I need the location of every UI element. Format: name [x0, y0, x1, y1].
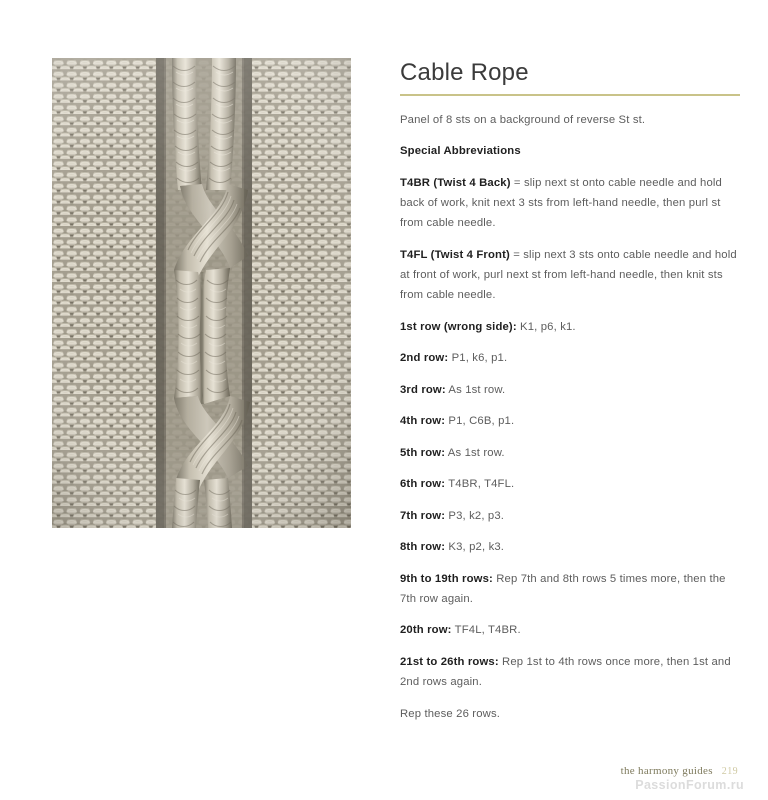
row-text: T4BR, T4FL. — [445, 478, 515, 491]
swatch-illustration — [52, 58, 351, 528]
row-text: Rep 1st to 4th rows once more, then 1st and 2nd rows again. — [400, 655, 735, 689]
row-instruction — [400, 620, 740, 640]
special-abbreviations-heading: Special Abbreviations — [400, 145, 521, 158]
abbreviation-t4fl — [400, 245, 740, 306]
abbreviation-t4br — [400, 173, 740, 234]
row-label: 21st to 26th rows: — [400, 655, 499, 668]
abbreviation-t4fl-definition: = slip next 3 sts onto cable needle and hold at front of work, purl next st from left-hand needle, then knit sts from cable needle. — [400, 248, 741, 302]
row-label: 3rd row: — [400, 383, 446, 396]
row-instruction — [400, 348, 740, 368]
row-text: Rep 7th and 8th rows 5 times more, then the 7th row again. — [400, 572, 729, 605]
row-instruction — [400, 380, 740, 400]
row-text: P1, C6B, p1. — [445, 415, 515, 428]
row-instruction — [400, 443, 740, 463]
row-instruction — [400, 317, 740, 337]
row-instruction — [400, 411, 740, 431]
intro-text: Panel of 8 sts on a background of reverse St st. — [400, 113, 646, 126]
row-text: As 1st row. — [445, 383, 506, 396]
row-label: 4th row: — [400, 415, 446, 428]
abbreviation-t4br-term: T4BR (Twist 4 Back) — [400, 176, 511, 189]
row-text: As 1st row. — [445, 446, 505, 459]
page-title: Cable Rope — [400, 59, 529, 86]
row-instruction — [400, 569, 740, 609]
row-label: 7th row: — [400, 509, 446, 522]
row-text: TF4L, T4BR. — [451, 624, 521, 637]
row-text: P3, k2, p3. — [445, 509, 505, 522]
row-label: 2nd row: — [400, 352, 449, 365]
row-label: 6th row: — [400, 478, 446, 491]
row-text: P1, k6, p1. — [448, 352, 508, 365]
repeat-note-text: Rep these 26 rows. — [400, 707, 501, 720]
row-instruction — [400, 474, 740, 494]
row-label: 9th to 19th rows: — [400, 572, 493, 585]
watermark: PassionForum.ru — [635, 778, 744, 792]
row-label: 1st row (wrong side): — [400, 320, 517, 333]
abbreviation-t4br-definition: = slip next st onto cable needle and hold back of work, knit next 3 sts from left-hand needle, then purl st from cable needle. — [400, 176, 726, 230]
page-footer — [0, 761, 768, 779]
abbreviation-t4fl-term: T4FL (Twist 4 Front) — [400, 248, 510, 261]
row-instruction — [400, 652, 740, 692]
row-label: 8th row: — [400, 541, 446, 554]
row-text: K3, p2, k3. — [445, 541, 505, 554]
repeat-note — [400, 704, 740, 724]
knitted-swatch-photo — [52, 58, 351, 528]
row-label: 20th row: — [400, 624, 452, 637]
instructions-column — [400, 60, 740, 735]
footer-brand: the harmony guides — [620, 765, 713, 777]
row-text: K1, p6, k1. — [516, 320, 576, 333]
row-instruction — [400, 537, 740, 557]
title-underline-rule — [400, 94, 740, 96]
page-number: 219 — [721, 766, 738, 777]
row-instruction — [400, 506, 740, 526]
row-label: 5th row: — [400, 446, 446, 459]
